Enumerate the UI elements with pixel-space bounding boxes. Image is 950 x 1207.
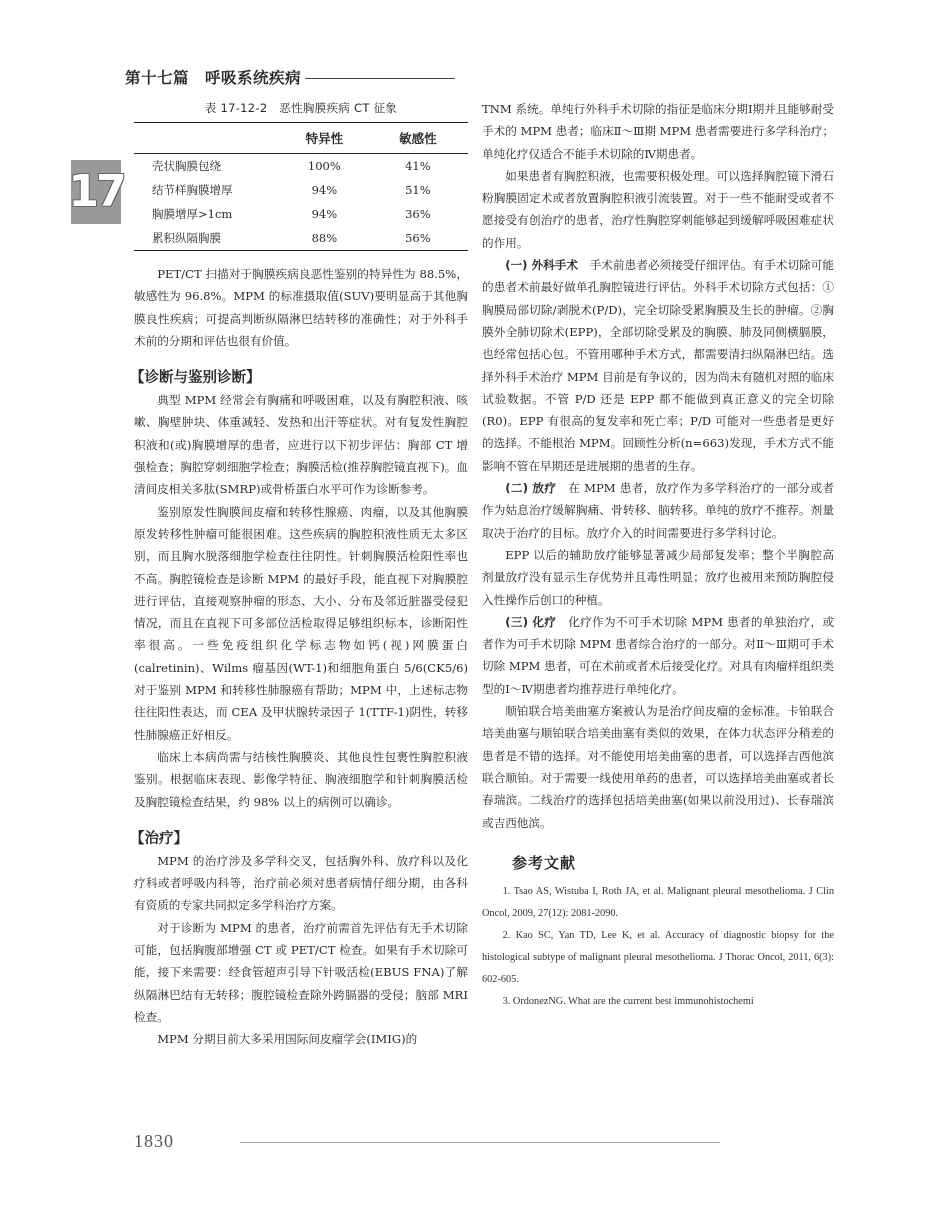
subheading-surgery: (一) 外科手术 [505, 258, 579, 273]
table-cell: 结节样胸膜增厚 [152, 183, 233, 197]
running-header [125, 66, 455, 88]
table-header-row [134, 123, 468, 154]
table-cell: 壳状胸膜包绕 [152, 159, 221, 173]
table-cell: 51% [405, 183, 431, 197]
table-cell: 56% [405, 231, 431, 245]
paragraph-pet-ct: PET/CT 扫描对于胸膜疾病良恶性鉴别的特异性为 88.5%，敏感性为 96.8%。MPM 的标准摄取值(SUV)要明显高于其他胸膜良性疾病；可提高判断纵隔淋巴结转移的准确性；对于外科手术前的分期和评估也很有价值。 [134, 267, 468, 348]
paragraph-treatment-1: MPM 的治疗涉及多学科交叉，包括胸外科、放疗科以及化疗科或者呼吸内科等，治疗前必须对患者病情仔细分期，由各科有资质的专家共同拟定多学科治疗方案。 [134, 853, 468, 913]
paragraph-diagnosis-2: 鉴别原发性胸膜间皮瘤和转移性腺癌、肉瘤，以及其他胸膜原发转移性肿瘤可能很困难。这些疾病的胸腔积液性质无太多区别，而且胸水脱落细胞学检查往往阴性。针刺胸膜活检阳性率也不高。胸腔镜检查是诊断 MPM 的最好手段，能直视下对胸膜腔进行评估，直接观察肿瘤的形态、大小、分布及邻近脏器受侵犯情况，而且在直视下可多部位活检取得足够组织标本，诊断阳性率很高。一些免疫组织化学标志物如钙(视)网膜蛋白(calretinin)、Wilms 瘤基因(WT-1)和细胞角蛋白 5/6(CK5/6)对于鉴别 MPM 和转移性肺腺癌有帮助；MPM 中，上述标志物往往阳性表达，而 CEA 及甲状腺转录因子 1(TTF-1)阴性，转移性肺腺癌正好相反。 [134, 504, 468, 742]
paragraph-radiotherapy [482, 477, 834, 544]
surgery-text: 手术前患者必须接受仔细评估。有手术切除可能的患者术前最好做单孔胸腔镜进行评估。外科手术切除方式包括：①胸膜局部切除/剥脱术(P/D)，完全切除受累胸膜及生长的肿瘤。②胸膜外全肺切除术(EPP)，全部切除受累及的胸膜、肺及同侧横膈膜，也经常包括心包。不管用哪种手术方式，都需要清扫纵隔淋巴结。选择外科手术治疗 MPM 目前是有争议的，因为尚未有随机对照的临床试验数据。不管 P/D 还是 EPP 都不能做到真正意义的完全切除(R0)。EPP 有很高的复发率和死亡率；P/D 可能对一些患者是更好的选择。不能根治 MPM。回顾性分析(n=663)发现，手术方式不能影响不管在早期还是进展期的患者的生存。 [482, 258, 834, 473]
paragraph-effusion: 如果患者有胸腔积液，也需要积极处理。可以选择胸腔镜下滑石粉胸膜固定术或者放置胸腔积液引流装置。对于一些不能耐受或者不愿接受有创治疗的患者，治疗性胸腔穿刺能够起到缓解呼吸困难症状的作用。 [482, 168, 834, 250]
table-caption: 表 17-12-2 恶性胸膜疾病 CT 征象 [204, 101, 398, 115]
section-heading-treatment: 【治疗】 [130, 830, 188, 847]
bottom-rule [240, 1142, 720, 1143]
left-column [130, 98, 468, 1051]
table-cell: 累积纵隔胸膜 [152, 231, 221, 245]
paragraph-diagnosis-1: 典型 MPM 经常会有胸痛和呼吸困难，以及有胸腔积液、咳嗽、胸壁肿块、体重减轻、发热和出汗等症状。对有复发性胸腔积液和(或)胸膜增厚的患者，应进行以下初步评估：胸部 CT 增强检查；胸腔穿刺细胞学检查；胸膜活检(推荐胸腔镜直视下)。血清间皮相关多肽(SMRP)或骨桥蛋白水平可作为诊断参考。 [134, 393, 468, 497]
section-heading-diagnosis: 【诊断与鉴别诊断】 [130, 370, 261, 387]
table-row [134, 178, 468, 202]
subheading-chemotherapy: (三) 化疗 [505, 614, 557, 629]
right-column [482, 98, 834, 1013]
paragraph-surgery [482, 254, 834, 477]
table-cell: 88% [311, 231, 338, 245]
chapter-number: 17 [68, 166, 124, 217]
paragraph-chemotherapy [482, 611, 834, 700]
table-header-specificity: 特异性 [305, 131, 344, 146]
table-row [134, 154, 468, 179]
paragraph-chemotherapy-2: 顺铂联合培美曲塞方案被认为是治疗间皮瘤的金标准。卡铂联合培美曲塞与顺铂联合培美曲塞有类似的效果，在体力状态评分稍差的患者是不错的选择。对不能使用培美曲塞的患者，可以选择吉西他滨联合顺铂。对于需要一线使用单药的患者，可以选择培美曲塞或者长春瑞滨。二线治疗的选择包括培美曲塞(如果以前没用过)、长春瑞滨或吉西他滨。 [482, 704, 834, 830]
paragraph-diagnosis-3: 临床上本病尚需与结核性胸膜炎、其他良性包裹性胸腔积液鉴别。根据临床表现、影像学特征、胸液细胞学和针刺胸膜活检及胸腔镜检查结果，约 98% 以上的病例可以确诊。 [134, 749, 468, 809]
radiotherapy-text: 在 MPM 患者，放疗作为多学科治疗的一部分或者作为姑息治疗缓解胸痛、骨转移、脑转移。单纯的放疗不推荐。剂量取决于治疗的目标。放疗介入的时间需要进行多学科讨论。 [482, 481, 834, 540]
reference-item: 2. Kao SC, Yan TD, Lee K, et al. Accuracy of diagnostic biopsy for the histological subtype of malignant pleural mesothelioma. J Thorac Oncol, 2011, 6(3): 602-605. [482, 929, 834, 985]
table-row [134, 226, 468, 251]
table-row [134, 202, 468, 226]
paragraph-treatment-2: 对于诊断为 MPM 的患者，治疗前需首先评估有无手术切除可能，包括胸腹部增强 CT 或 PET/CT 检查。如果有手术切除可能，接下来需要：经食管超声引导下针吸活检(EBUS FNA)了解纵隔淋巴结有无转移；腹腔镜检查除外跨膈器的受侵；脑部 MRI 检查。 [134, 920, 468, 1024]
header-rule [305, 78, 455, 79]
page-number: 1830 [134, 1131, 174, 1151]
paragraph-treatment-3: MPM 分期目前大多采用国际间皮瘤学会(IMIG)的 [157, 1032, 418, 1047]
chemotherapy-text: 化疗作为不可手术切除 MPM 患者的单独治疗，或者作为可手术切除 MPM 患者综合治疗的一部分。对Ⅱ～Ⅲ期可手术切除 MPM 患者，可在术前或者术后接受化疗。对具有肉瘤样组织类型的Ⅰ～Ⅳ期患者均推荐进行单纯化疗。 [482, 614, 834, 696]
table-cell: 100% [307, 159, 341, 173]
paragraph-radiotherapy-2: EPP 以后的辅助放疗能够显著减少局部复发率；整个半胸腔高剂量放疗没有显示生存优势并且毒性明显；放疗也被用来预防胸腔侵入性操作后创口的种植。 [482, 547, 834, 607]
reference-item: 3. OrdonezNG. What are the current best immunohistochemi [502, 995, 754, 1007]
table-header-sensitivity: 敏感性 [399, 131, 437, 146]
reference-item: 1. Tsao AS, Wistuba I, Roth JA, et al. Malignant pleural mesothelioma. J Clin Oncol, 2009, 27(12): 2081-2090. [482, 885, 834, 919]
subheading-radiotherapy: (二) 放疗 [505, 481, 557, 496]
running-header-title: 第十七篇 呼吸系统疾病 [125, 69, 302, 87]
chapter-tab [68, 160, 124, 224]
table-cell: 36% [405, 207, 431, 221]
references-heading: 参考文献 [512, 853, 577, 872]
table-header-cell [134, 123, 281, 154]
ct-signs-table [134, 122, 468, 251]
table-cell: 41% [405, 159, 431, 173]
table-cell: 94% [311, 207, 338, 221]
table-cell: 胸膜增厚>1cm [152, 207, 233, 221]
table-cell: 94% [311, 183, 338, 197]
paragraph-tnm: TNM 系统。单纯行外科手术切除的指征是临床分期Ⅰ期并且能够耐受手术的 MPM 患者；临床Ⅱ～Ⅲ期 MPM 患者需要进行多学科治疗；单纯化疗仅适合不能手术切除的Ⅳ期患者。 [482, 102, 834, 161]
